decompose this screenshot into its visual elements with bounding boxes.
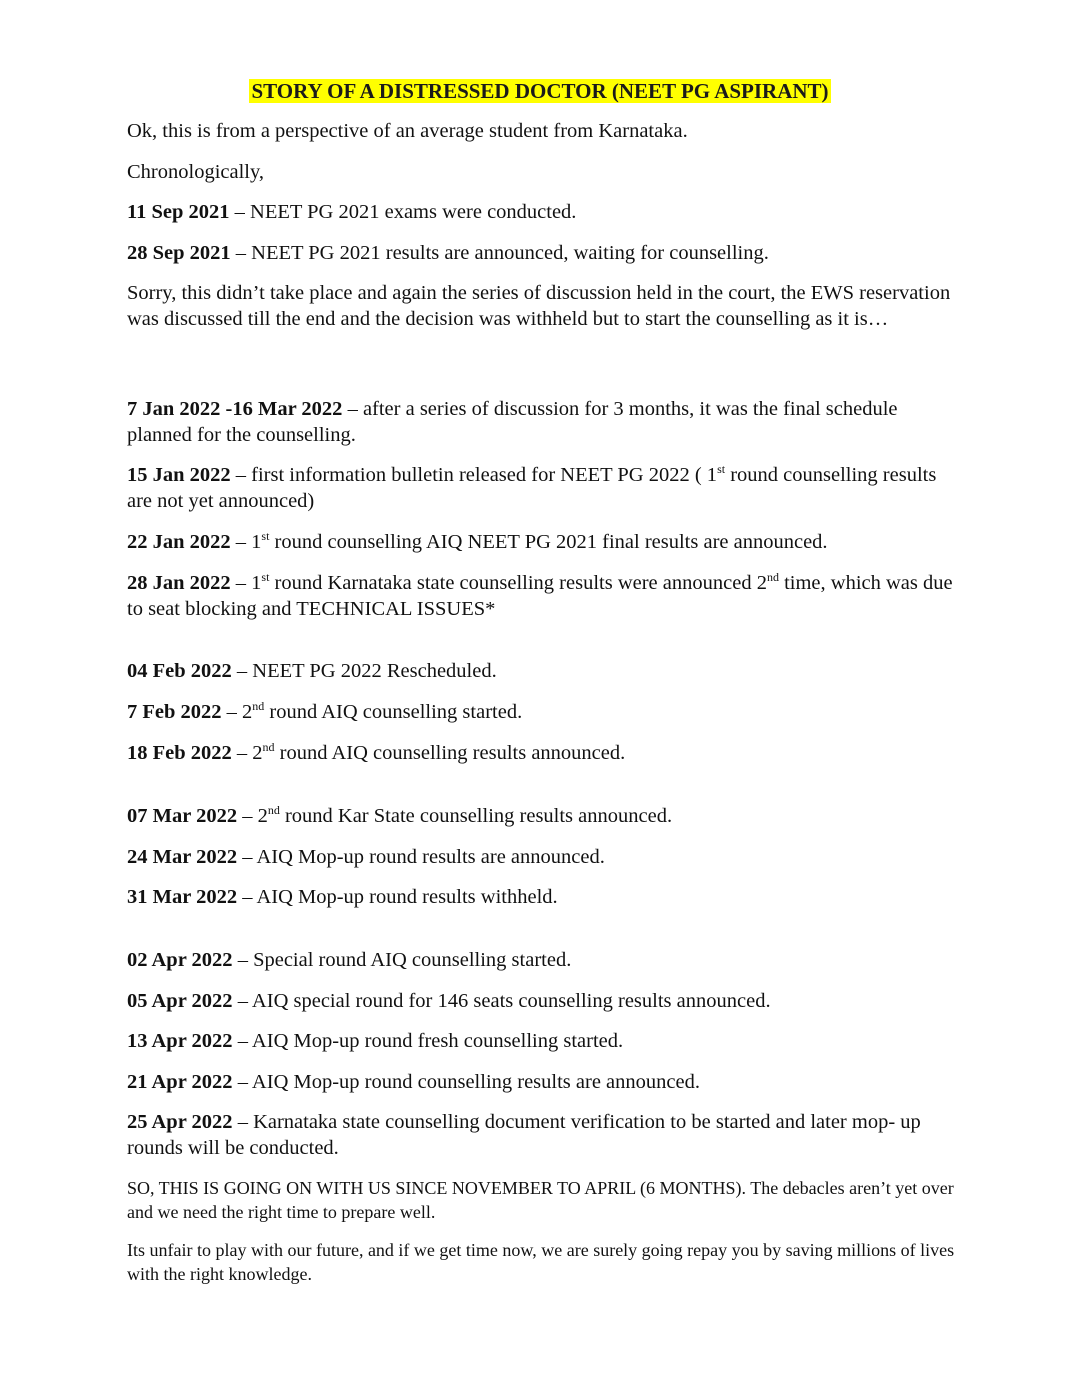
entry-text: round Karnataka state counselling results were announced 2 — [269, 572, 767, 594]
entry-text: – AIQ Mop-up round results are announced. — [237, 846, 605, 868]
entry-text: – NEET PG 2021 exams were conducted. — [229, 201, 577, 223]
entry-text: – 1 — [230, 572, 262, 594]
timeline-entry — [127, 1028, 957, 1054]
ordinal-suffix: nd — [766, 570, 779, 584]
entry-text: round counselling AIQ NEET PG 2021 final results are announced. — [269, 531, 828, 553]
title-wrap — [0, 79, 1080, 103]
ordinal-suffix: nd — [267, 803, 280, 817]
entry-date: 25 Apr 2022 — [127, 1111, 233, 1133]
entry-text: – 2 — [231, 742, 263, 764]
timeline-entry — [127, 699, 957, 725]
timeline-entry — [127, 199, 957, 225]
ordinal-suffix: st — [261, 529, 270, 543]
timeline-entry — [127, 1069, 957, 1095]
entry-text: round Kar State counselling results announced. — [279, 805, 673, 827]
entry-date: 24 Mar 2022 — [127, 846, 238, 868]
chronologically-label: Chronologically, — [127, 161, 265, 183]
closing-paragraph: Its unfair to play with our future, and if we get time now, we are surely going repay you by saving millions of lives with the right knowledge. — [127, 1240, 955, 1284]
entry-text: – Karnataka state counselling document verification to be started and later mop- up rounds will be conducted. — [127, 1111, 921, 1159]
timeline-entry — [127, 947, 957, 973]
entry-text: – 1 — [230, 531, 262, 553]
entry-date: 13 Apr 2022 — [127, 1030, 233, 1052]
document-title: STORY OF A DISTRESSED DOCTOR (NEET PG ASPIRANT) — [251, 79, 829, 103]
ordinal-suffix: nd — [262, 740, 275, 754]
ordinal-suffix: st — [717, 462, 726, 476]
timeline-entry — [127, 570, 957, 622]
entry-date: 07 Mar 2022 — [127, 805, 238, 827]
entry-date: 31 Mar 2022 — [127, 886, 238, 908]
entry-date: 15 Jan 2022 — [127, 464, 231, 486]
entry-text: round AIQ counselling results announced. — [274, 742, 626, 764]
entry-text: round counselling results are not yet announced) — [127, 464, 937, 512]
timeline-entry — [127, 884, 957, 910]
sorry-paragraph: Sorry, this didn’t take place and again the series of discussion held in the court, the EWS reservation was discussed till the end and the decision was withheld but to start the counselling as it is… — [127, 282, 951, 330]
closing-paragraph: SO, THIS IS GOING ON WITH US SINCE NOVEMBER TO APRIL (6 MONTHS). The debacles aren’t yet over and we need the right time to prepare well. — [127, 1178, 954, 1222]
entry-date: 04 Feb 2022 — [127, 660, 232, 682]
ordinal-suffix: st — [261, 570, 270, 584]
entry-date: 21 Apr 2022 — [127, 1071, 233, 1093]
timeline-entry — [127, 658, 957, 684]
timeline-entry — [127, 396, 957, 448]
entry-text: round AIQ counselling started. — [264, 701, 523, 723]
ordinal-suffix: nd — [252, 699, 265, 713]
entry-date: 28 Jan 2022 — [127, 572, 231, 594]
entry-date: 7 Jan 2022 -16 Mar 2022 — [127, 398, 343, 420]
intro-paragraph: Ok, this is from a perspective of an average student from Karnataka. — [127, 120, 688, 142]
entry-text: – after a series of discussion for 3 months, it was the final schedule planned for the counselling. — [127, 398, 898, 446]
entry-text: – first information bulletin released for NEET PG 2022 ( 1 — [230, 464, 718, 486]
timeline-entry — [127, 1109, 957, 1161]
entry-text: – AIQ Mop-up round counselling results are announced. — [232, 1071, 700, 1093]
entry-text: – Special round AIQ counselling started. — [232, 949, 572, 971]
entry-date: 11 Sep 2021 — [127, 201, 230, 223]
entry-date: 22 Jan 2022 — [127, 531, 231, 553]
entry-text: – NEET PG 2022 Rescheduled. — [231, 660, 497, 682]
timeline-entry — [127, 529, 957, 555]
entry-date: 02 Apr 2022 — [127, 949, 233, 971]
entry-text: – AIQ Mop-up round fresh counselling started. — [232, 1030, 624, 1052]
entry-text: – AIQ Mop-up round results withheld. — [237, 886, 558, 908]
entry-text: – AIQ special round for 146 seats counselling results announced. — [232, 990, 771, 1012]
entry-text: – 2 — [221, 701, 253, 723]
timeline-entry — [127, 462, 957, 514]
entry-text: – 2 — [237, 805, 268, 827]
timeline-entry — [127, 988, 957, 1014]
entry-date: 18 Feb 2022 — [127, 742, 232, 764]
entry-date: 7 Feb 2022 — [127, 701, 222, 723]
timeline-entry — [127, 844, 957, 870]
timeline-entry — [127, 803, 957, 829]
entry-text: – NEET PG 2021 results are announced, waiting for counselling. — [230, 242, 769, 264]
entry-date: 05 Apr 2022 — [127, 990, 233, 1012]
timeline-entry — [127, 740, 957, 766]
timeline-entry — [127, 240, 957, 266]
entry-date: 28 Sep 2021 — [127, 242, 231, 264]
entry-text: time, which was due to seat blocking and TECHNICAL ISSUES* — [127, 572, 953, 620]
